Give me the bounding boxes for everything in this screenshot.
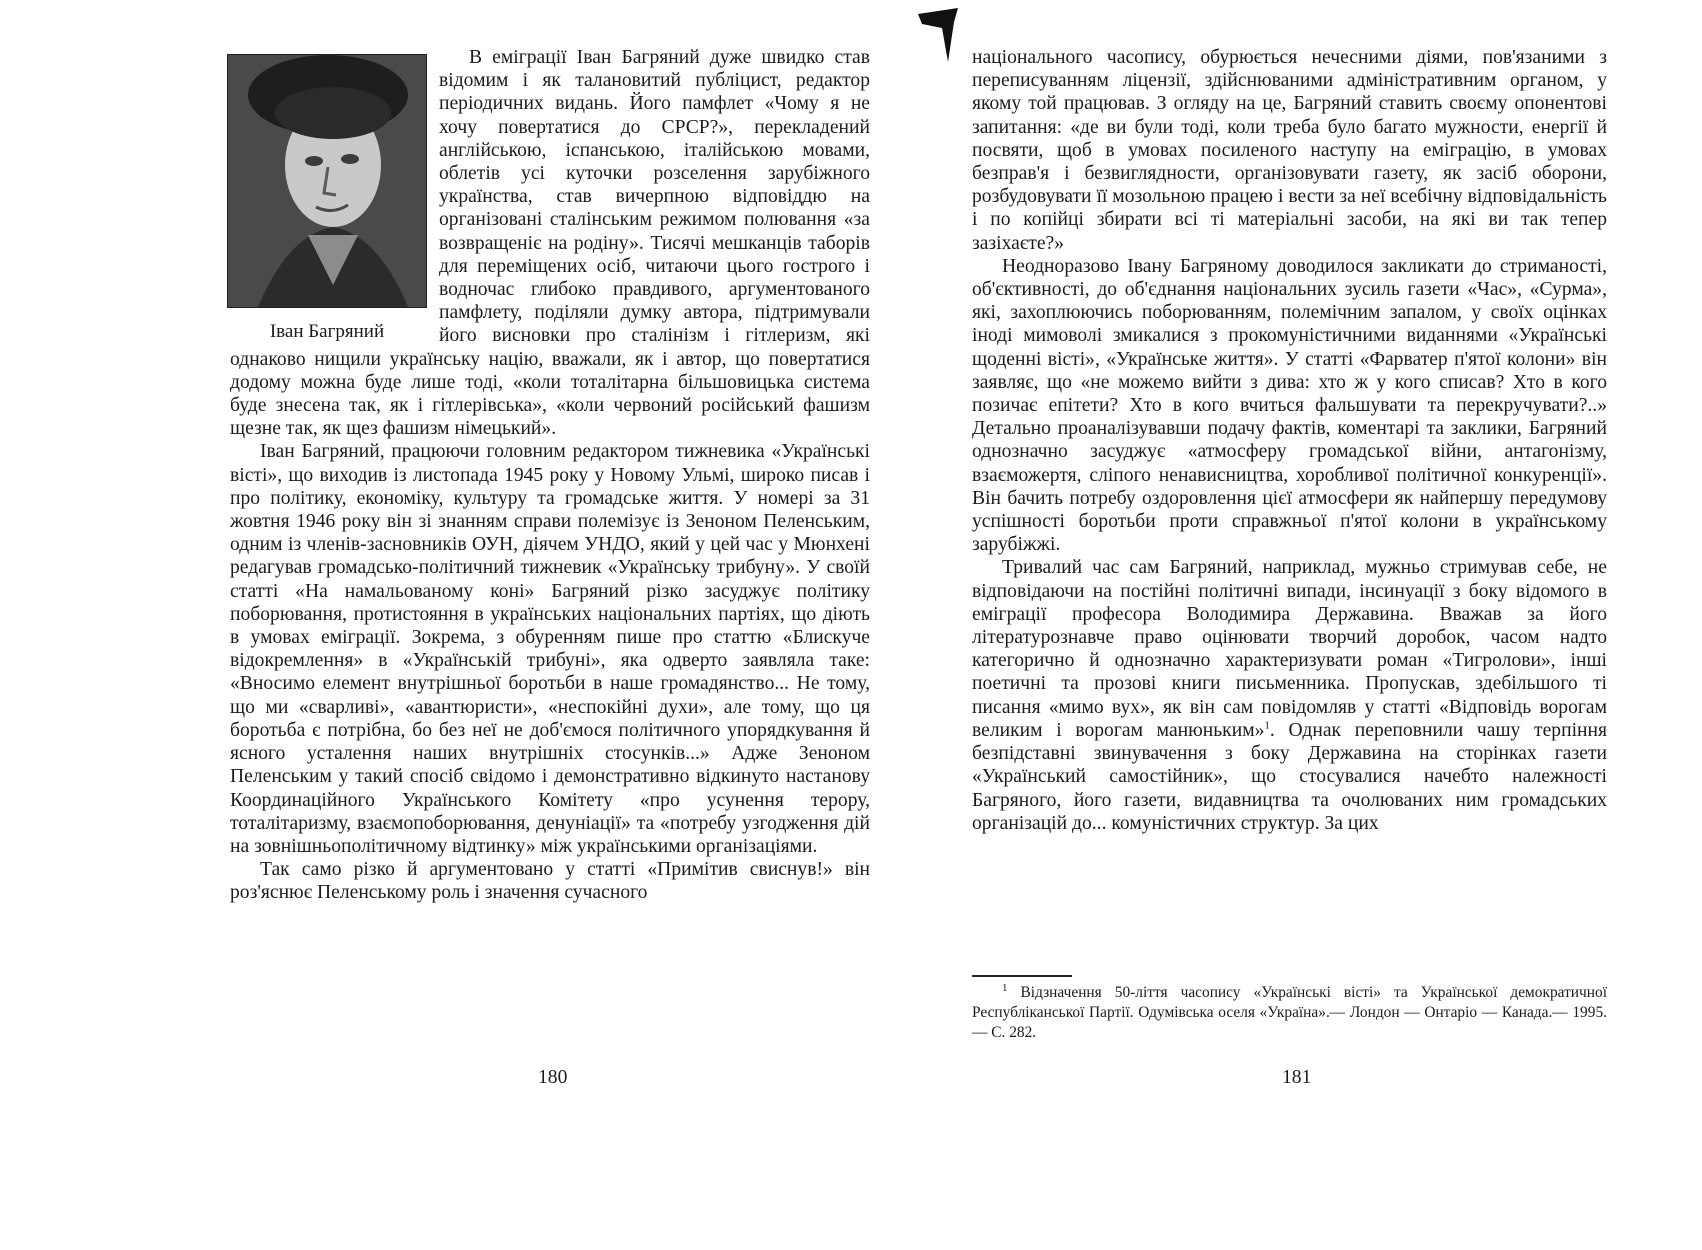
paragraph: національного часопису, обурюється нечесними діями, пов'язаними з переписуванням ліцензії, здійснюваними адміністративним органом, у якому той працював. З огляду на це, Багряний ставить своєму опонентові запитання: «де ви були тоді, коли треба було багато мужности, енергії й посвяти, щоб в умовах посиленого наступу на еміграцію, в умовах безправ'я і безвиглядности, організовувати газету, як засіб оборони, розбудовувати її мозольною працею і вести за неї всебічну відповідальність і по копійці збирати всі ті матеріальні засоби, на які ви так тепер зазіхаєте?» [972, 47, 1607, 254]
paragraph: Неодноразово Івану Багряному доводилося закликати до стриманості, об'єктивності, до об'єднання національних зусиль газети «Час», «Сурма», які, захоплюючись поборюванням, полемічним запалом, у своїх оцінках іноді мимоволі змикалися з прокомуністичними виданнями «Українські щоденні вісті», «Українське життя». У статті «Фарватер п'ятої колони» він заявляє, що «не можемо вийти з дива: хто ж у кого списав? Хто в кого позичає епітети? Хто в кого вчиться фальшувати та перекручувати?..» Детально проаналізувавши подачу фактів, коментарі та заклики, Багряний однозначно засуджує «атмосферу громадської війни, антагонізму, взаєможертя, сліпого ненависництва, хоробливої політичної конкуренції». Він бачить потребу оздоровлення цієї атмосфери як найпершу передумову успішності боротьби проти справжньої п'ятої колони в українському зарубіжжі. [972, 255, 1607, 556]
portrait-photo [227, 54, 427, 308]
footnote-text: Відзначення 50-ліття часопису «Українські вісті» та Української демократичної Республіканської Партії. Одумівська оселя «Україна».— Лондон — Онтаріо — Канада.— 1995.— С. 282. [972, 984, 1607, 1041]
paragraph: Тривалий час сам Багряний, наприклад, мужньо стримував себе, не відповідаючи на постійні політичні випади, інсинуації з боку відомого в еміграції професора Володимира Державина. Вважав за його літературознавче право оцінювати творчий доробок, часом надто категорично й однозначно характеризувати роман «Тигролови», інші поетичні та прозові книги письменника. Пропускав, здебільшого ті писання «мимо вух», як він сам повідомляв у статті «Відповідь ворогам великим і ворогам манюньким»$^1$. Однак переповнили чашу терпіння безпідставні звинувачення з боку Державина на сторінках газети «Український самостійник», що стосувалися начебто належності Багряного, його газети, видавництва та очолюваних ним громадських організацій до... комуністичних структур. За цих [972, 557, 1608, 834]
paragraph: Іван Багряний, працюючи головним редактором тижневика «Українські вісті», що виходив із листопада 1945 року у Новому Ульмі, широко писав і про політику, економіку, культуру та громадське життя. У номері за 31 жовтня 1946 року він зі знанням справи полемізує із Зеноном Пеленським, одним із членів-засновників ОУН, діячем УНДО, який у цей час у Мюнхені редагував громадсько-політичний тижневик «Українську трибуну». У своїй статті «На намальованому коні» Багряний різко засуджує політику поборювання, протистояння в українських національних партіях, що діють в умовах еміграції. Зокрема, з обуренням пише про статтю «Блискуче відокремлення» в «Українській трибуні», яка одверто заявляла таке: «Вносимо елемент внутрішньої боротьби в наше громадянство... Не тому, що ми «сварливі», «авантюристи», «неспокійні духи», але тому, що ця боротьба є потрібна, бо без неї не доб'ємося політичного упорядкування й ясного усталення наших внутрішніх стосунків...» Адже Зеноном Пеленським у такий спосіб свідомо і демонстративно відкинуто настанову Координаційного Українського Комітету «про усунення терору, тоталітаризму, взаємопоборювання, денуніації» та «потребу узгодження дій на зовнішньополітичному відтинку» між українськими організаціями. [230, 441, 870, 857]
author-portrait [227, 54, 427, 344]
footnote-ref: 1 [1264, 719, 1270, 732]
page-number: 180 [538, 1067, 568, 1088]
paragraph: В еміграції Іван Багряний дуже швидко став відомим і як талановитий публіцист, редактор періодичних видань. Його памфлет «Чому я не хочу повертатися до СРСР?», перекладений англійською, іспанською, італійською мовами, облетів усі куточки розселення зарубіжного українства, став вичерпною відповіддю на організовані сталінським режимом полювання «за возвращеніє на родіну». Тисячі мешканців таборів для переміщених осіб, читаючи цього гострого і водночас глибоко правдивого, аргументованого памфлету, поділяли думку автора, підтримували його висновки про сталінізм і гітлеризм, які однаково нищили українську націю, вважали, як і автор, що повертатися додому можна буде лише тоді, «коли тоталітарна більшовицька система буде знесена так, як і гітлерівська», «коли червоний російський фашизм щезне так, як щез фашизм німецький». [230, 47, 870, 440]
footnote-rule [972, 975, 1072, 977]
portrait-caption: Іван Багряний [269, 321, 385, 342]
footnote [972, 983, 1607, 1043]
paragraph: Так само різко й аргументовано у статті «Примітив свиснув!» він роз'яснює Пеленському роль і значення сучасного [230, 859, 870, 904]
left-page-body [230, 46, 870, 905]
right-page-body [972, 46, 1607, 835]
page-number: 181 [1282, 1067, 1312, 1088]
paragraph-text: Тривалий час сам Багряний, наприклад, мужньо стримував себе, не відповідаючи на постійні політичні випади, інсинуації з боку відомого в еміграції професора Володимира Державина. Вважав за його літературознавче право оцінювати творчий доробок, часом надто категорично й однозначно характеризувати роман «Тигролови», інші поетичні та прозові книги письменника. Пропускав, здебільшого ті писання «мимо вух», як він сам повідомляв у статті «Відповідь ворогам великим і ворогам манюньким» [972, 557, 1607, 741]
paragraph-text: Однак переповнили чашу терпіння безпідставні звинувачення з боку Державина на сторінках газети «Український самостійник», що стосувалися начебто належності Багряного, його газети, видавництва та очолюваних ним громадських організацій до... комуністичних структур. За цих [972, 719, 1608, 834]
portrait-icon [228, 55, 426, 307]
right-page [880, 0, 1702, 1250]
footnote-marker: 1 [1002, 981, 1008, 994]
